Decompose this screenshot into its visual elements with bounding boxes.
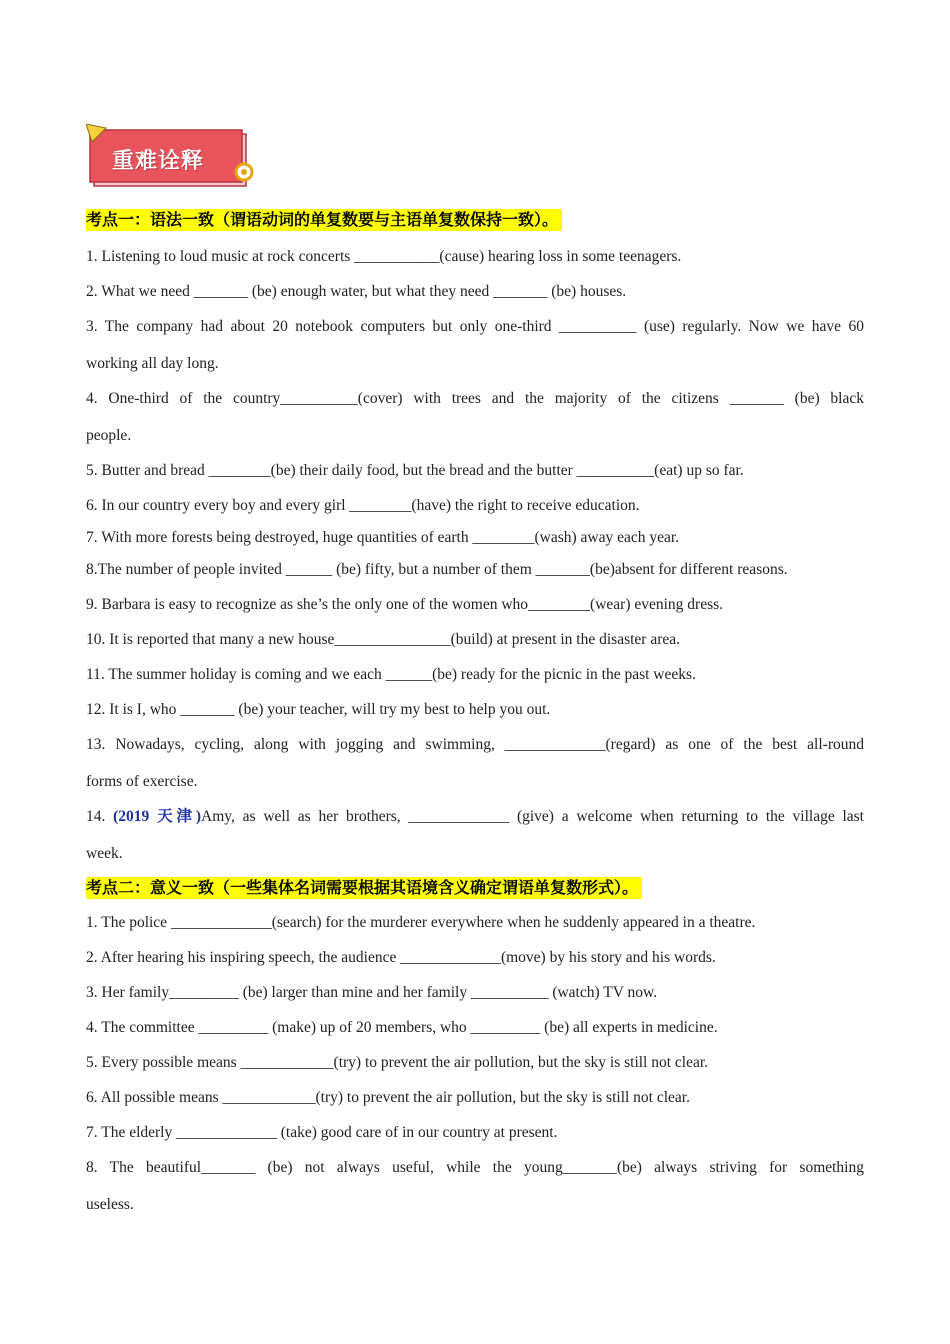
s1-item-4: 4. One-third of the country__________(cover) with trees and the majority of the citizens _______ (be) black — [86, 390, 864, 407]
s1-item-13: 13. Nowadays, cycling, along with jogging and swimming, _____________(regard) as one of the best all-round — [86, 736, 864, 753]
s2-item-6: 6. All possible means ____________(try) to prevent the air pollution, but the sky is still not clear. — [86, 1089, 690, 1106]
s1-item-9: 9. Barbara is easy to recognize as she’s the only one of the women who________(wear) evening dress. — [86, 596, 724, 613]
s2-item-3: 3. Her family_________ (be) larger than mine and her family __________ (watch) TV now. — [86, 984, 658, 1001]
s2-item-4: 4. The committee _________ (make) up of 20 members, who _________ (be) all experts in medicine. — [86, 1019, 718, 1036]
s1-item-10: 10. It is reported that many a new house_______________(build) at present in the disaster area. — [86, 631, 681, 648]
s2-item-7: 7. The elderly _____________ (take) good care of in our country at present. — [86, 1124, 558, 1141]
s1-item-1: 1. Listening to loud music at rock concerts ___________(cause) hearing loss in some teenagers. — [86, 248, 682, 265]
s1-item-3: 3. The company had about 20 notebook computers but only one-third __________ (use) regularly. Now we have 60 — [86, 318, 864, 335]
s1-item-3-cont: working all day long. — [86, 355, 219, 372]
banner-title: 重难诠释 — [112, 149, 205, 174]
section2-heading: 考点二：意义一致（一些集体名词需要根据其语境含义确定谓语单复数形式）。 — [86, 877, 642, 899]
s1-item-14-cont: week. — [86, 845, 123, 862]
s1-item-11: 11. The summer holiday is coming and we each ______(be) ready for the picnic in the past weeks. — [86, 666, 696, 683]
s1-item-14-number: 14. — [86, 808, 114, 825]
s1-item-8: 8.The number of people invited ______ (be) fifty, but a number of them _______(be)absent for different reasons. — [86, 561, 788, 578]
s1-item-7: 7. With more forests being destroyed, huge quantities of earth ________(wash) away each year. — [86, 529, 680, 546]
s1-item-13-cont: forms of exercise. — [86, 773, 198, 790]
s1-item-12: 12. It is I, who _______ (be) your teacher, will try my best to help you out. — [86, 701, 551, 718]
s2-item-8: 8. The beautiful_______ (be) not always useful, while the young_______(be) always striving for something — [86, 1159, 864, 1176]
s2-item-1: 1. The police _____________(search) for the murderer everywhere when he suddenly appeared in a theatre. — [86, 914, 756, 931]
s1-item-14-source: (2019 天津) — [113, 808, 202, 825]
section1-heading: 考点一：语法一致（谓语动词的单复数要与主语单复数保持一致）。 — [86, 209, 562, 231]
s1-item-2: 2. What we need _______ (be) enough water, but what they need _______ (be) houses. — [86, 283, 627, 300]
s1-item-14 — [86, 806, 864, 828]
section-banner — [86, 124, 258, 192]
s2-item-2: 2. After hearing his inspiring speech, the audience _____________(move) by his story and his words. — [86, 949, 716, 966]
exercise-content — [86, 209, 864, 1216]
s1-item-5: 5. Butter and bread ________(be) their daily food, but the bread and the butter __________(eat) up so far. — [86, 462, 744, 479]
s1-item-14-text: Amy, as well as her brothers, _____________ (give) a welcome when returning to the village last — [201, 808, 864, 825]
s2-item-5: 5. Every possible means ____________(try) to prevent the air pollution, but the sky is still not clear. — [86, 1054, 709, 1071]
s2-item-8-cont: useless. — [86, 1196, 134, 1213]
s1-item-4-cont: people. — [86, 427, 132, 444]
s1-item-6: 6. In our country every boy and every girl ________(have) the right to receive education. — [86, 497, 640, 514]
